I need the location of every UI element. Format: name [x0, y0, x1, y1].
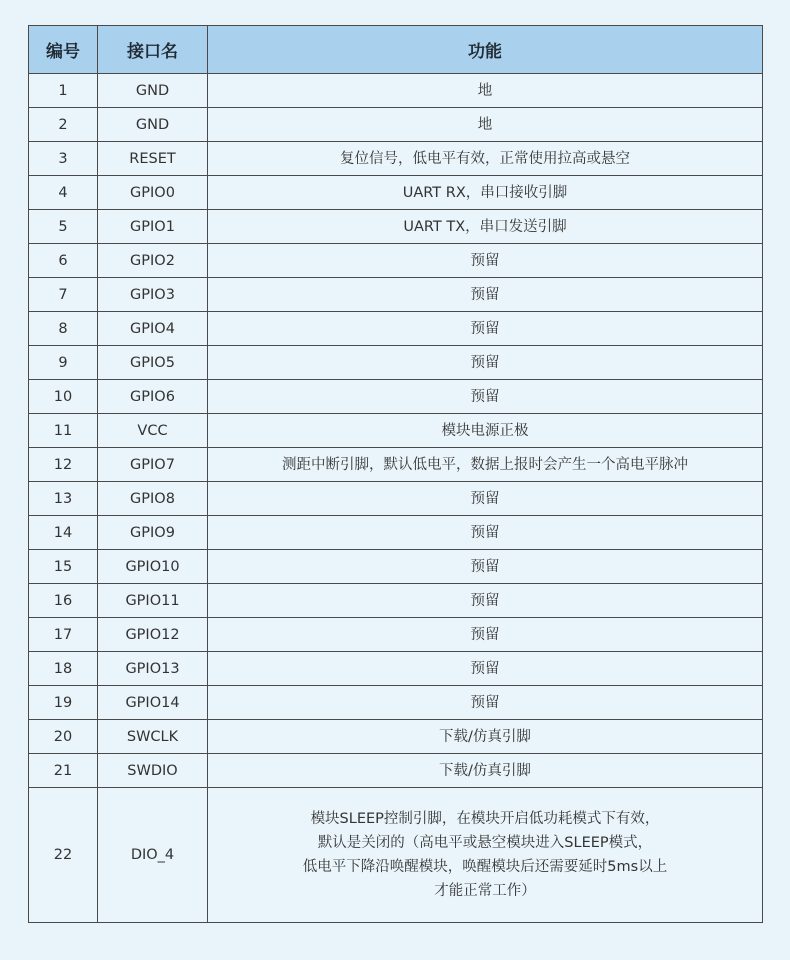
- cell-number: 2: [29, 108, 98, 142]
- cell-number: 16: [29, 584, 98, 618]
- cell-number: 17: [29, 618, 98, 652]
- cell-function-multiline: [208, 788, 763, 923]
- cell-function: 预留: [208, 516, 763, 550]
- cell-name: GPIO5: [98, 346, 208, 380]
- table-row: [29, 482, 763, 516]
- cell-function: 预留: [208, 312, 763, 346]
- cell-number: 14: [29, 516, 98, 550]
- table-row: [29, 380, 763, 414]
- table-row: [29, 652, 763, 686]
- cell-number: 20: [29, 720, 98, 754]
- cell-function: 下载/仿真引脚: [208, 754, 763, 788]
- table-row: [29, 176, 763, 210]
- cell-name: GPIO10: [98, 550, 208, 584]
- cell-number: 22: [29, 788, 98, 923]
- header-number: 编号: [29, 26, 98, 74]
- cell-function: 预留: [208, 346, 763, 380]
- cell-number: 19: [29, 686, 98, 720]
- table-row: [29, 686, 763, 720]
- cell-function: 预留: [208, 482, 763, 516]
- cell-function: 测距中断引脚，默认低电平，数据上报时会产生一个高电平脉冲: [208, 448, 763, 482]
- cell-function: 预留: [208, 380, 763, 414]
- cell-function: UART RX，串口接收引脚: [208, 176, 763, 210]
- cell-number: 5: [29, 210, 98, 244]
- cell-number: 6: [29, 244, 98, 278]
- cell-function: 预留: [208, 584, 763, 618]
- table-header: [29, 26, 763, 74]
- table-row: [29, 244, 763, 278]
- table-row: [29, 550, 763, 584]
- cell-number: 10: [29, 380, 98, 414]
- table-row: [29, 584, 763, 618]
- cell-function: 预留: [208, 686, 763, 720]
- table-row: [29, 108, 763, 142]
- cell-function: 复位信号，低电平有效，正常使用拉高或悬空: [208, 142, 763, 176]
- cell-number: 18: [29, 652, 98, 686]
- cell-name: GPIO3: [98, 278, 208, 312]
- cell-number: 9: [29, 346, 98, 380]
- cell-name: GPIO7: [98, 448, 208, 482]
- cell-name: GPIO12: [98, 618, 208, 652]
- table-row: [29, 516, 763, 550]
- cell-number: 1: [29, 74, 98, 108]
- cell-name: GPIO2: [98, 244, 208, 278]
- table-row: [29, 74, 763, 108]
- table-body: [29, 74, 763, 923]
- cell-number: 15: [29, 550, 98, 584]
- cell-function: 地: [208, 108, 763, 142]
- header-function: 功能: [208, 26, 763, 74]
- function-line: 模块SLEEP控制引脚，在模块开启低功耗模式下有效，: [310, 811, 660, 827]
- cell-function: 模块电源正极: [208, 414, 763, 448]
- cell-function: 预留: [208, 550, 763, 584]
- function-line: 默认是关闭的（高电平或悬空模块进入SLEEP模式，: [317, 835, 653, 851]
- header-interface-name: 接口名: [98, 26, 208, 74]
- cell-function: 预留: [208, 652, 763, 686]
- table-row: [29, 210, 763, 244]
- cell-number: 12: [29, 448, 98, 482]
- cell-name: SWCLK: [98, 720, 208, 754]
- table-row: [29, 754, 763, 788]
- cell-name: VCC: [98, 414, 208, 448]
- cell-function: UART TX，串口发送引脚: [208, 210, 763, 244]
- cell-function: 预留: [208, 618, 763, 652]
- cell-name: GPIO4: [98, 312, 208, 346]
- table-row: [29, 414, 763, 448]
- function-line: 低电平下降沿唤醒模块，唤醒模块后还需要延时5ms以上: [302, 859, 668, 875]
- cell-name: GPIO14: [98, 686, 208, 720]
- table-row: [29, 278, 763, 312]
- cell-number: 11: [29, 414, 98, 448]
- table-row: [29, 312, 763, 346]
- header-row: [29, 26, 763, 74]
- cell-number: 8: [29, 312, 98, 346]
- cell-function: 下载/仿真引脚: [208, 720, 763, 754]
- cell-number: 7: [29, 278, 98, 312]
- cell-name: GPIO13: [98, 652, 208, 686]
- cell-name: GPIO11: [98, 584, 208, 618]
- cell-name: GPIO1: [98, 210, 208, 244]
- cell-name: RESET: [98, 142, 208, 176]
- function-description: [214, 807, 756, 903]
- cell-function: 预留: [208, 244, 763, 278]
- function-line: 才能正常工作）: [434, 883, 536, 899]
- cell-number: 4: [29, 176, 98, 210]
- cell-function: 预留: [208, 278, 763, 312]
- cell-name: DIO_4: [98, 788, 208, 923]
- cell-name: GPIO8: [98, 482, 208, 516]
- table-row: [29, 142, 763, 176]
- cell-number: 3: [29, 142, 98, 176]
- table-row: [29, 720, 763, 754]
- pin-table-container: [28, 25, 762, 923]
- cell-name: GPIO6: [98, 380, 208, 414]
- cell-name: SWDIO: [98, 754, 208, 788]
- pin-definition-table: [28, 25, 763, 923]
- cell-number: 13: [29, 482, 98, 516]
- cell-name: GND: [98, 108, 208, 142]
- cell-name: GPIO9: [98, 516, 208, 550]
- table-row: [29, 618, 763, 652]
- table-row: [29, 346, 763, 380]
- table-row: [29, 448, 763, 482]
- cell-number: 21: [29, 754, 98, 788]
- cell-name: GND: [98, 74, 208, 108]
- table-row-multiline: [29, 788, 763, 923]
- cell-function: 地: [208, 74, 763, 108]
- cell-name: GPIO0: [98, 176, 208, 210]
